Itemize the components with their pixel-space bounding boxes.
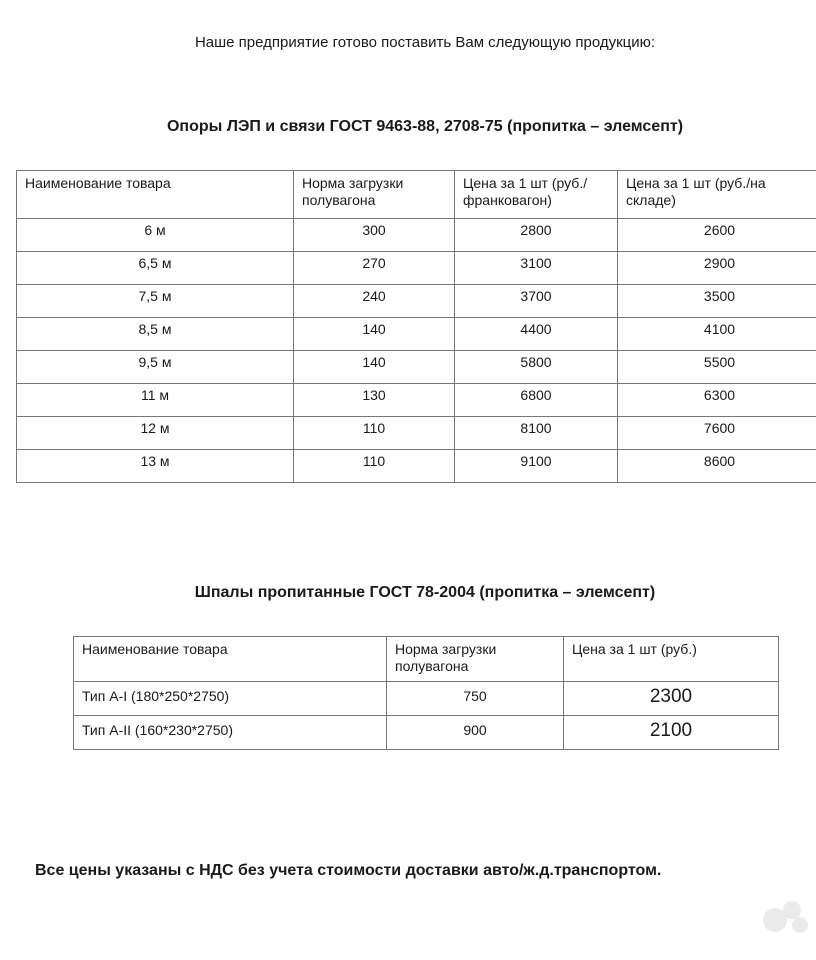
table-header-row [74,637,779,682]
table-cell: 6300 [618,384,816,417]
table-cell: 7600 [618,417,816,450]
table-row [17,219,816,252]
table-cell: 110 [294,417,455,450]
table-cell: 5800 [455,351,618,384]
table-row [74,682,779,716]
watermark-icon [760,895,810,935]
table-cell: 140 [294,351,455,384]
table-cell: 9100 [455,450,618,483]
table-cell: 6 м [17,219,294,252]
table-cell: 300 [294,219,455,252]
table-cell: 5500 [618,351,816,384]
table-cell: 11 м [17,384,294,417]
header-cell: Наименование товара [17,171,294,219]
table-cell: 2100 [564,716,779,750]
table-header-row [17,171,816,219]
table-row [17,351,816,384]
table-cell: 900 [387,716,564,750]
table-row [17,318,816,351]
table-cell: 2900 [618,252,816,285]
table-row [17,450,816,483]
table-cell: 2300 [564,682,779,716]
table-cell: 6,5 м [17,252,294,285]
table-cell: 4400 [455,318,618,351]
header-cell: Норма загрузки полувагона [294,171,455,219]
table-cell: 140 [294,318,455,351]
table-cell: Тип А-II (160*230*2750) [74,716,387,750]
table-cell: 8600 [618,450,816,483]
table-cell: 3500 [618,285,816,318]
table-row [17,384,816,417]
table-cell: 270 [294,252,455,285]
table-row [74,716,779,750]
table-cell: 3100 [455,252,618,285]
table-cell: 750 [387,682,564,716]
header-cell: Цена за 1 шт (руб./на складе) [618,171,816,219]
table-cell: 9,5 м [17,351,294,384]
table-cell: 130 [294,384,455,417]
table-cell: 2600 [618,219,816,252]
header-cell: Цена за 1 шт (руб./франковагон) [455,171,618,219]
header-cell: Цена за 1 шт (руб.) [564,637,779,682]
intro-text: Наше предприятие готово поставить Вам следующую продукцию: [194,34,656,51]
table-cell: 4100 [618,318,816,351]
table-cell: 12 м [17,417,294,450]
table-cell: 7,5 м [17,285,294,318]
header-cell: Наименование товара [74,637,387,682]
poles-price-table [16,170,816,483]
section1-title: Опоры ЛЭП и связи ГОСТ 9463-88, 2708-75 (пропитка – элемсепт) [166,118,684,135]
sleepers-price-table [73,636,779,750]
table-cell: 13 м [17,450,294,483]
table-cell: 3700 [455,285,618,318]
table-row [17,417,816,450]
footer-note: Все цены указаны с НДС без учета стоимости доставки авто/ж.д.транспортом. [35,862,662,879]
table-cell: 2800 [455,219,618,252]
table-cell: 240 [294,285,455,318]
table-cell: Тип А-I (180*250*2750) [74,682,387,716]
table-cell: 6800 [455,384,618,417]
table-cell: 8,5 м [17,318,294,351]
table-row [17,252,816,285]
table-cell: 8100 [455,417,618,450]
table-cell: 110 [294,450,455,483]
section2-title: Шпалы пропитанные ГОСТ 78-2004 (пропитка – элемсепт) [194,584,656,601]
table-row [17,285,816,318]
header-cell: Норма загрузки полувагона [387,637,564,682]
